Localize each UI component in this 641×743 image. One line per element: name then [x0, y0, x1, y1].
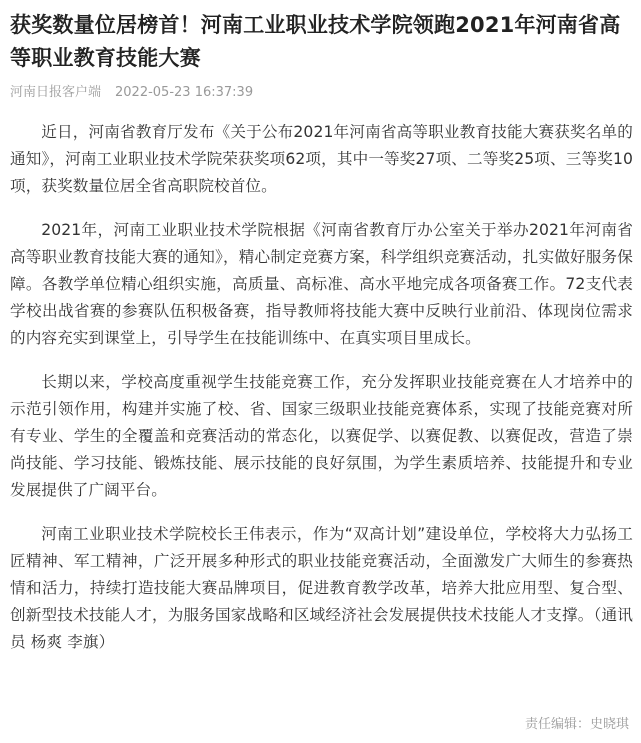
- responsible-editor: 责任编辑：史晓琪: [524, 717, 629, 732]
- paragraph: 近日，河南省教育厅发布《关于公布2021年河南省高等职业教育技能大赛获奖名单的通知》，河南工业职业技术学院荣获奖项62项，其中一等奖27项、二等奖25项、三等奖10项，获奖数量位居全省高职院校首位。: [10, 123, 633, 195]
- article-time: 2022-05-23 16:37:39: [115, 85, 254, 100]
- article-title: 获奖数量位居榜首！河南工业职业技术学院领跑2021年河南省高等职业教育技能大赛: [10, 13, 621, 70]
- paragraph: 河南工业职业技术学院校长王伟表示，作为“双高计划”建设单位，学校将大力弘扬工匠精神、军工精神，广泛开展多种形式的职业技能竞赛活动，全面激发广大师生的参赛热情和活力，持续打造技能大赛品牌项目，促进教育教学改革，培养大批应用型、复合型、创新型技术技能人才，为服务国家战略和区域经济社会发展提供技术技能人才支撑。（通讯员 杨爽 李旗）: [10, 525, 633, 651]
- article-meta: [10, 84, 633, 102]
- paragraph: 长期以来，学校高度重视学生技能竞赛工作，充分发挥职业技能竞赛在人才培养中的示范引领作用，构建并实施了校、省、国家三级职业技能竞赛体系，实现了技能竞赛对所有专业、学生的全覆盖和竞赛活动的常态化，以赛促学、以赛促教、以赛促改，营造了崇尚技能、学习技能、锻炼技能、展示技能的良好氛围，为学生素质培养、技能提升和专业发展提供了广阔平台。: [10, 373, 633, 499]
- article-source: 河南日报客户端: [10, 85, 102, 100]
- article-body: [10, 119, 633, 656]
- paragraph: 2021年，河南工业职业技术学院根据《河南省教育厅办公室关于举办2021年河南省高等职业教育技能大赛的通知》，精心制定竞赛方案，科学组织竞赛活动，扎实做好服务保障。各教学单位精心组织实施，高质量、高标准、高水平地完成各项备赛工作。72支代表学校出战省赛的参赛队伍积极备赛，指导教师将技能大赛中反映行业前沿、体现岗位需求的内容充实到课堂上，引导学生在技能训练中、在真实项目里成长。: [10, 221, 633, 347]
